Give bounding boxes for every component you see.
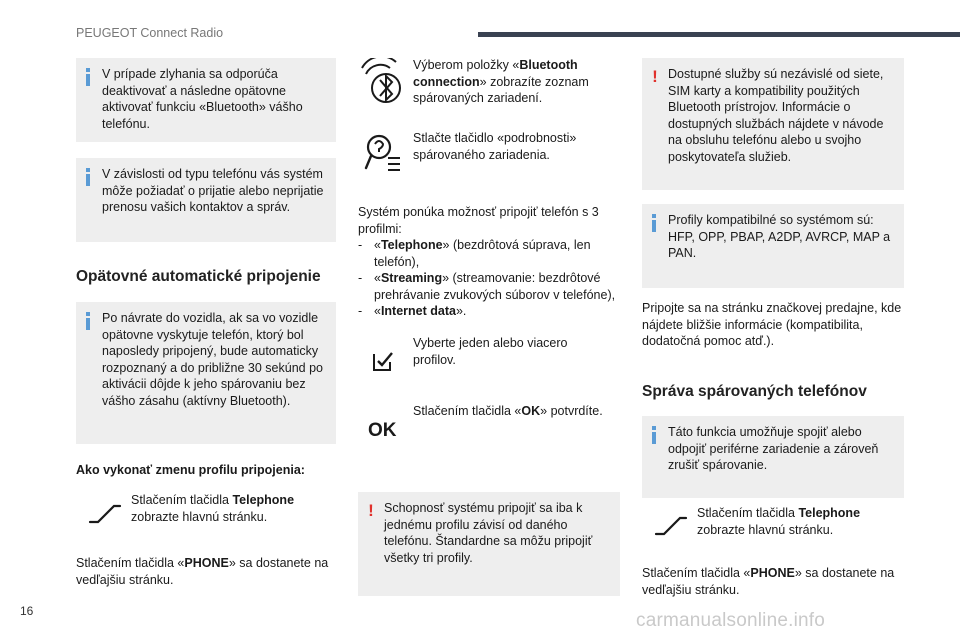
section-heading-auto-reconnect: Opätovné automatické pripojenie xyxy=(76,268,321,285)
profiles-intro-text: Systém ponúka možnosť pripojiť telefón s 3 profilmi: xyxy=(358,205,599,236)
profiles-list xyxy=(358,237,620,320)
phone-secondary-page-text: Stlačením tlačidla «PHONE» sa dostanete na vedľajšiu stránku. xyxy=(76,556,329,587)
step-telephone-text: Stlačením tlačidla Telephone zobrazte hlavnú stránku. xyxy=(697,506,861,537)
info-text: Profily kompatibilné so systémom sú: HFP, OPP, PBAP, A2DP, AVRCP, MAP a PAN. xyxy=(668,213,891,260)
warning-box-services xyxy=(642,58,904,190)
list-item: - «Streaming» (streamovanie: bezdrôtové prehrávanie zvukových súborov v telefóne), xyxy=(358,271,616,302)
info-text: Po návrate do vozidla, ak sa vo vozidle opätovne vyskytuje telefón, ktorý bol naposledy pripojený, bude automaticky rozpoznaný a do približne 30 sekúnd po aktivácii dôjde k jeho spárovaniu bez vášho zásahu (aktívny Bluetooth). xyxy=(102,311,323,408)
info-text: Táto funkcia umožňuje spojiť alebo odpojiť periférne zariadenie a zároveň zrušiť spárovanie. xyxy=(668,425,879,472)
subheading-profile-change: Ako vykonať zmenu profilu pripojenia: xyxy=(76,463,305,477)
info-icon xyxy=(652,214,656,232)
page-number: 16 xyxy=(20,604,34,618)
info-icon xyxy=(86,168,90,186)
phone-handset-icon xyxy=(86,500,122,526)
details-icon xyxy=(362,132,404,174)
watermark: carmanualsonline.info xyxy=(636,610,826,631)
info-box-auto-reconnect xyxy=(76,302,336,444)
info-icon xyxy=(652,426,656,444)
info-box-bluetooth-reset xyxy=(76,58,336,142)
phone-handset-icon xyxy=(652,512,688,538)
warning-text: Dostupné služby sú nezávislé od siete, SIM karty a kompatibility použitých Bluetooth prístrojov. Informácie o dostupných službách nájdete v návode na obsluhu telefónu alebo u svojho poskytovateľa služieb. xyxy=(668,67,884,164)
warning-text: Schopnosť systému pripojiť sa iba k jednému profilu závisí od daného telefónu. Štandardne sa môžu pripojiť všetky tri profily. xyxy=(384,501,593,565)
info-icon xyxy=(86,68,90,86)
step-bluetooth-connection-text: Výberom položky «Bluetooth connection» zobrazíte zoznam spárovaných zariadení. xyxy=(413,58,589,105)
manual-title: PEUGEOT Connect Radio xyxy=(76,26,224,40)
step-telephone-text: Stlačením tlačidla Telephone zobrazte hlavnú stránku. xyxy=(131,493,295,524)
warning-icon: ! xyxy=(368,501,374,520)
list-item: - «Internet data». xyxy=(358,304,467,318)
info-icon xyxy=(86,312,90,330)
checkbox-icon xyxy=(372,350,394,372)
step-details-text: Stlačte tlačidlo «podrobnosti» spárovaného zariadenia. xyxy=(413,131,577,162)
warning-box-profile-limit xyxy=(358,492,620,596)
header-bar xyxy=(478,32,960,37)
step-ok-text: Stlačením tlačidla «OK» potvrdíte. xyxy=(413,404,603,418)
info-box-pairing-management xyxy=(642,416,904,498)
phone-secondary-page-text: Stlačením tlačidla «PHONE» sa dostanete na vedľajšiu stránku. xyxy=(642,566,895,597)
info-text: V prípade zlyhania sa odporúča deaktivovať a následne opätovne aktivovať funkciu «Bluetooth» vášho telefónu. xyxy=(102,67,303,131)
warning-icon: ! xyxy=(652,67,658,86)
step-select-profiles-text: Vyberte jeden alebo viacero profilov. xyxy=(413,336,568,367)
bluetooth-icon xyxy=(358,58,406,106)
info-box-compatible-profiles xyxy=(642,204,904,288)
ok-icon: OK xyxy=(368,420,397,441)
section-heading-paired-phones: Správa spárovaných telefónov xyxy=(642,383,867,400)
info-text: V závislosti od typu telefónu vás systém môže požiadať o prijatie alebo neprijatie prenosu vašich kontaktov a správ. xyxy=(102,167,324,214)
list-item: - «Telephone» (bezdrôtová súprava, len telefón), xyxy=(358,238,591,269)
dealer-website-text: Pripojte sa na stránku značkovej predajne, kde nájdete bližšie informácie (kompatibilita, dodatočná pomoc atď.). xyxy=(642,301,902,348)
info-box-contacts-transfer xyxy=(76,158,336,242)
